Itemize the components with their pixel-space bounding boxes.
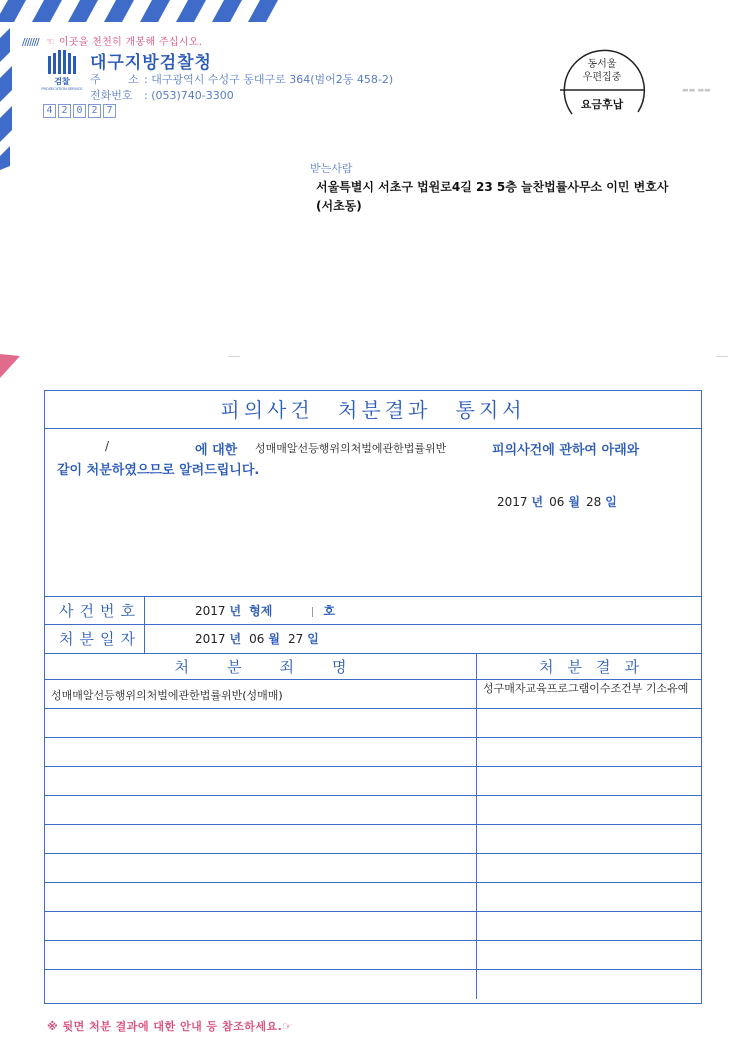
result-cell	[477, 941, 701, 969]
disp-month: 06	[249, 632, 265, 646]
result-cell	[477, 825, 701, 853]
footer-note: ※ 뒷면 처분 결과에 대한 안내 등 참조하세요.☞	[47, 1020, 293, 1033]
table-row	[45, 825, 701, 854]
sender-telephone	[90, 87, 234, 103]
zip-digit: 7	[103, 104, 116, 118]
zip-digit: 2	[88, 104, 101, 118]
disp-year: 2017	[195, 632, 226, 646]
result-cell	[477, 970, 701, 999]
charge-cell: 성매매알선등행위의처벌에관한법률위반(성매매)	[45, 680, 477, 708]
zip-code-boxes	[43, 104, 116, 118]
notice-date	[497, 493, 623, 510]
charge-cell	[45, 941, 477, 969]
telephone-value: : (053)740-3300	[144, 89, 234, 102]
table-row	[45, 796, 701, 825]
result-cell: 성구매자교육프로그램이수조건부 기소유예	[483, 682, 689, 695]
recipient-address: 서울특별시 서초구 법원로4길 23 5층 늘찬법률사무소 이민 변호사 (서초동)	[316, 180, 669, 213]
case-suffix: 호	[323, 604, 335, 618]
logo-bars-icon	[48, 50, 76, 74]
address-label: 주 소	[90, 73, 151, 86]
table-row	[45, 680, 701, 709]
suspect-name-redacted: /	[105, 439, 110, 453]
address-value: : 대구광역시 수성구 동대구로 364(범어2동 458-2)	[144, 73, 394, 86]
stamp-line-2: 우편집중	[582, 72, 622, 83]
redaction-mark	[312, 607, 313, 617]
fold-corner-mark	[0, 354, 20, 378]
hand-pointer-icon: ☜	[46, 37, 56, 48]
disp-day: 27	[288, 632, 304, 646]
table-row	[45, 970, 701, 999]
notice-body-line-2: 같이 처분하였으므로 알려드립니다.	[57, 463, 260, 478]
notice-year: 2017	[497, 495, 528, 509]
fold-tick	[716, 356, 728, 357]
table-row	[45, 709, 701, 738]
sender-address	[90, 71, 393, 87]
notice-dash-decoration: ///////	[22, 37, 39, 48]
zip-digit: 0	[73, 104, 86, 118]
disposition-date-row	[45, 625, 701, 654]
stamp-line-1: 동서울	[587, 59, 617, 70]
table-row	[45, 912, 701, 941]
disp-year-unit: 년	[229, 632, 242, 646]
case-number-row	[45, 596, 701, 625]
charge-cell	[45, 738, 477, 766]
header-charge: 처분죄명	[45, 654, 477, 679]
charge-cell	[45, 970, 477, 999]
day-unit: 일	[605, 495, 617, 509]
prosecution-logo	[41, 50, 83, 94]
charge-cell	[45, 854, 477, 882]
notice-text: 이곳을 천천히 개봉해 주십시오.	[58, 37, 203, 48]
table-row	[45, 883, 701, 912]
notice-body-line-1	[45, 439, 701, 461]
charge-cell	[45, 883, 477, 911]
table-row	[45, 854, 701, 883]
disposition-notice-form	[44, 390, 702, 1004]
notice-day: 28	[586, 495, 602, 509]
case-number-label: 사건번호	[45, 597, 145, 624]
faint-print-mark: ▬▬ ▬▬	[682, 86, 711, 94]
year-unit: 년	[531, 495, 544, 509]
fold-tick	[228, 356, 240, 357]
notice-body-rest: 피의사건에 관하여 아래와	[492, 443, 640, 458]
logo-text: 검찰	[54, 77, 70, 86]
charge-cell	[45, 796, 477, 824]
airmail-stripe-left	[0, 0, 30, 170]
postage-stamp-text	[556, 58, 648, 84]
open-carefully-notice	[22, 33, 202, 48]
disposition-date-label: 처분일자	[45, 625, 145, 653]
disposition-date-value	[195, 625, 327, 653]
table-row	[45, 767, 701, 796]
month-unit: 월	[568, 495, 581, 509]
disposition-table-body	[45, 680, 701, 1002]
postage-stamp-circle	[556, 42, 648, 128]
result-cell	[477, 883, 701, 911]
case-type: 형제	[249, 604, 273, 618]
crime-name: 성매매알선등행위의처벌에관한법률위반	[255, 442, 447, 455]
postage-fee-label: 요금후납	[580, 98, 624, 111]
result-cell	[477, 709, 701, 737]
result-cell	[477, 912, 701, 940]
table-row	[45, 941, 701, 970]
table-row	[45, 738, 701, 767]
telephone-label: 전화번호	[90, 89, 133, 102]
result-cell	[477, 854, 701, 882]
disp-month-unit: 월	[268, 632, 281, 646]
charge-cell	[45, 912, 477, 940]
disp-day-unit: 일	[307, 632, 319, 646]
case-year-unit: 년	[229, 604, 242, 618]
case-number-value	[195, 597, 335, 624]
result-cell	[477, 796, 701, 824]
zip-digit: 2	[58, 104, 71, 118]
zip-digit: 4	[43, 104, 56, 118]
logo-subtext: PROSECUTION SERVICE	[41, 87, 83, 91]
result-cell	[477, 738, 701, 766]
charge-cell	[45, 709, 477, 737]
charge-cell	[45, 767, 477, 795]
header-result: 처분결과	[539, 658, 653, 676]
charge-cell	[45, 825, 477, 853]
result-cell	[477, 767, 701, 795]
form-title: 피의사건 처분결과 통지서	[45, 391, 701, 429]
disposition-table-header	[45, 654, 701, 680]
notice-month: 06	[549, 495, 565, 509]
sender-organization: 대구지방검찰청	[90, 53, 212, 73]
case-year: 2017	[195, 604, 226, 618]
recipient-label: 받는사람	[310, 162, 353, 175]
about-text: 에 대한	[195, 443, 238, 458]
airmail-stripe-top	[0, 0, 300, 30]
